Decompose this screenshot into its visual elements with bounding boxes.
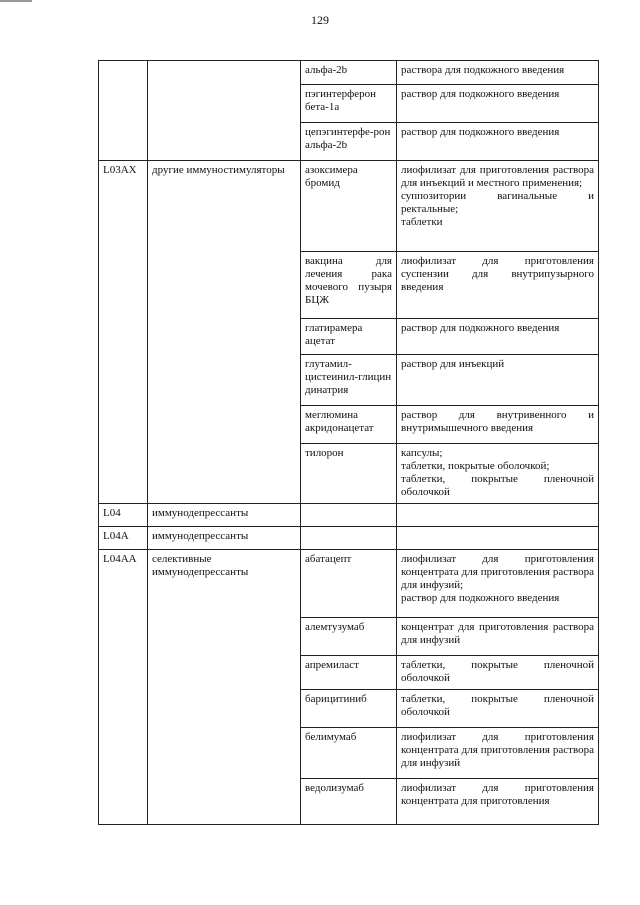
dosage-form-line: раствора для подкожного введения (401, 64, 565, 76)
dosage-form-cell (397, 656, 599, 690)
drug-name-cell: алемтузумаб (301, 618, 397, 656)
atc-code-cell: L04A (99, 527, 148, 550)
dosage-form-line: раствор для внутривенного и внутримышечного введения (401, 409, 594, 434)
group-name-cell (148, 61, 301, 161)
atc-code-cell: L04 (99, 504, 148, 527)
table-row (99, 527, 599, 550)
dosage-form-cell (397, 618, 599, 656)
dosage-form-cell (397, 252, 599, 319)
dosage-form-line: таблетки, покрытые пленочной оболочкой (401, 693, 594, 718)
dosage-form-line: таблетки, покрытые пленочной оболочкой (401, 659, 594, 684)
table-row (99, 161, 599, 252)
dosage-form-cell (397, 504, 599, 527)
dosage-form-cell (397, 123, 599, 161)
dosage-form-line: капсулы; (401, 447, 443, 459)
drug-name-cell (301, 527, 397, 550)
atc-code-cell: L03AX (99, 161, 148, 504)
dosage-form-cell (397, 690, 599, 728)
page-number: 129 (311, 13, 329, 27)
dosage-form-line: лиофилизат для приготовления суспензии для внутрипузырного введения (401, 255, 594, 293)
table-row (99, 504, 599, 527)
dosage-form-cell (397, 728, 599, 779)
drug-name-cell: апремиласт (301, 656, 397, 690)
drug-name-cell: глутамил-цистеинил-глицин динатрия (301, 355, 397, 406)
dosage-form-cell (397, 444, 599, 504)
drug-name-cell: абатацепт (301, 550, 397, 618)
dosage-form-cell (397, 61, 599, 85)
dosage-form-cell (397, 355, 599, 406)
dosage-form-line: таблетки, покрытые оболочкой; (401, 460, 550, 472)
dosage-form-line: концентрат для приготовления раствора для инфузий (401, 621, 594, 646)
drug-name-cell: тилорон (301, 444, 397, 504)
atc-code-cell (99, 61, 148, 161)
dosage-form-line: лиофилизат для приготовления концентрата для приготовления раствора для инфузий (401, 731, 594, 769)
drug-name-cell (301, 504, 397, 527)
scan-edge-mark (0, 0, 32, 2)
dosage-form-cell (397, 406, 599, 444)
group-name-cell: иммунодепрессанты (148, 527, 301, 550)
dosage-form-line: раствор для инъекций (401, 358, 505, 370)
atc-code-cell: L04AA (99, 550, 148, 825)
dosage-form-line: лиофилизат для приготовления раствора для инъекций и местного применения; (401, 164, 594, 189)
dosage-form-cell (397, 550, 599, 618)
group-name-cell: иммунодепрессанты (148, 504, 301, 527)
table-row (99, 61, 599, 85)
group-name-cell: другие иммуностимуляторы (148, 161, 301, 504)
dosage-form-cell (397, 161, 599, 252)
dosage-form-line: раствор для подкожного введения (401, 126, 560, 138)
drug-name-cell: ведолизумаб (301, 779, 397, 825)
group-name-cell: селективные иммунодепрессанты (148, 550, 301, 825)
drug-name-cell: цепэгинтерфе-рон альфа-2b (301, 123, 397, 161)
dosage-form-cell (397, 85, 599, 123)
dosage-form-cell (397, 527, 599, 550)
drug-table (98, 60, 599, 825)
dosage-form-line: лиофилизат для приготовления концентрата для приготовления раствора для инфузий; (401, 553, 594, 591)
dosage-form-line: таблетки (401, 216, 443, 228)
dosage-form-line: раствор для подкожного введения (401, 322, 560, 334)
drug-name-cell: меглюмина акридонацетат (301, 406, 397, 444)
dosage-form-line: суппозитории вагинальные и ректальные; (401, 190, 594, 215)
dosage-form-cell (397, 779, 599, 825)
dosage-form-line: раствор для подкожного введения (401, 88, 560, 100)
drug-name-cell: глатирамера ацетат (301, 319, 397, 355)
drug-name-cell: белимумаб (301, 728, 397, 779)
dosage-form-line: таблетки, покрытые пленочной оболочкой (401, 473, 594, 498)
dosage-form-cell (397, 319, 599, 355)
drug-name-cell: барицитиниб (301, 690, 397, 728)
drug-name-cell: пэгинтерферон бета-1a (301, 85, 397, 123)
table-row (99, 550, 599, 618)
dosage-form-line: раствор для подкожного введения (401, 592, 560, 604)
drug-name-cell: альфа-2b (301, 61, 397, 85)
drug-name-cell: азоксимера бромид (301, 161, 397, 252)
drug-name-cell: вакцина для лечения рака мочевого пузыря БЦЖ (301, 252, 397, 319)
dosage-form-line: лиофилизат для приготовления концентрата для приготовления (401, 782, 594, 807)
